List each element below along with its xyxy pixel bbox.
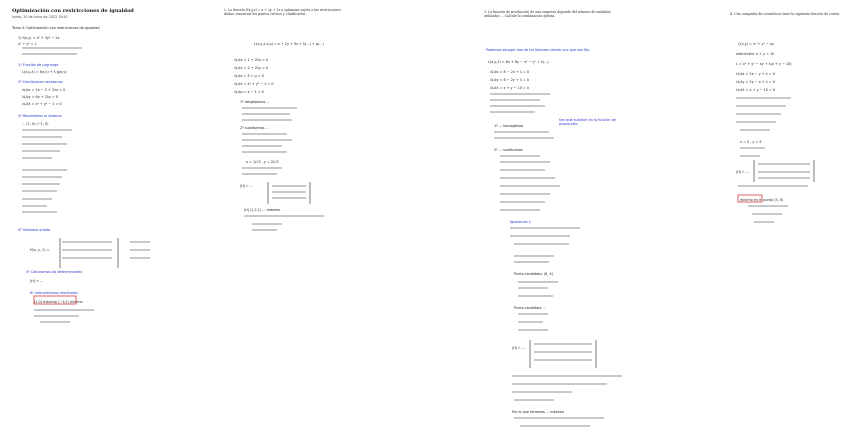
note-line: ∂L/∂x = 2x − y + λ = 0 (736, 72, 775, 76)
note-line: 4º Hessiana orlada (18, 228, 51, 232)
note-line: |H| = ... (736, 170, 750, 174)
note-line: ∂L/∂z = 3 + μ = 0 (234, 74, 264, 78)
note-line: L(x,y,λ) = 8x + 6y − x² − y² + λ(...) (488, 60, 549, 64)
note-line: 1) f(x,y) = x² + 3y² − 2x (18, 36, 60, 40)
page-4 (636, 0, 848, 431)
handwriting-scribbles (636, 0, 848, 431)
note-line: 3º Resolvemos el sistema (18, 114, 62, 118)
note-line: 1º despejamos ... (240, 100, 270, 104)
note-line: ∂L/∂λ = x² + y² − 1 = 0 (22, 102, 62, 106)
page-date: lunes, 20 de junio de 2022 18:01 (12, 15, 69, 19)
note-line: 6º Interpretamos resultados (30, 291, 78, 295)
note-line: L = x² + y² − xy + λ(x + y − 10) (736, 62, 792, 66)
problem-statement: 3. La función de producción de una empresa depende del número de unidades utilizadas ... Calcule la combinación óptima. (484, 10, 611, 19)
note-line: |H| = ... (30, 279, 44, 283)
page-2 (212, 0, 424, 431)
note-line: 1º ... homogénea (494, 124, 524, 128)
note-line: |H| = ... (512, 346, 526, 350)
handwriting-scribbles (0, 0, 212, 431)
note-line: ∂L/∂y = 6y + 2λy = 0 (22, 95, 59, 99)
note-line: ∂L/∂λ = x² + y² − 1 = 0 (234, 82, 274, 86)
note-line: (1,0) máximo (−1,0) mínimo (34, 300, 83, 304)
note-line: Punto candidato ... (514, 306, 546, 310)
note-line: x = 5 , y = 5 (740, 140, 762, 144)
note-line: ∂L/∂y = 2 + 2λy = 0 (234, 66, 269, 70)
note-line: ∂L/∂y = 6 − 2y + λ = 0 (490, 78, 530, 82)
note-line: ... (1, 0) (−1, 0) (22, 122, 49, 126)
note-line: |H| = ... (240, 184, 254, 188)
page-title: Optimización con restricciones de igualdad (12, 8, 134, 14)
note-line: restricción: x + y = 10 (736, 52, 775, 56)
note-line: C(x,y) = x² + y² − xy (738, 42, 774, 46)
note-line: mínimo en el punto (5, 5) (740, 198, 784, 202)
note-line: 5º Calculamos los determinantes (26, 270, 83, 274)
note-line: 2º ... sustituimos (494, 148, 523, 152)
note-line: x² + y² = 1 (18, 42, 37, 46)
note-line: L(x,y,z,λ,μ) = x + 2y + 3z + λ(...) + μ(...) (254, 42, 324, 46)
note-line: Igualamos λ (510, 220, 531, 224)
note-line: |H| (1,2,1) ... máximo (244, 208, 281, 212)
note-line: L(x,y,λ) = f(x,y) + λ g(x,y) (22, 70, 67, 74)
note-line: ∂L/∂x = 2x − 2 + 2λx = 0 (22, 88, 66, 92)
note-line: H(x, y, λ) = (30, 248, 50, 252)
note-line: ∂L/∂x = 8 − 2x + λ = 0 (490, 70, 530, 74)
note-line: Podemos escoger dos de los factores siendo uno que sea fijo (486, 48, 590, 52)
note-line: Punto candidato: (6, 4) (514, 272, 553, 276)
note-line: x = 1/√5 , y = 2/√5 (246, 160, 279, 164)
page-3 (424, 0, 636, 431)
note-line: 2º sustituimos ... (240, 126, 269, 130)
note-line: 1º Función de Lagrange (18, 63, 59, 67)
handwriting-scribbles (212, 0, 424, 431)
note-line: ∂L/∂y = 2y − x + λ = 0 (736, 80, 775, 84)
note-line: ∂L/∂λ = x + y − 10 = 0 (490, 86, 530, 90)
note-line: ∂L/∂x = 1 + 2λx = 0 (234, 58, 269, 62)
note-line: ∂L/∂λ = x + y − 10 = 0 (736, 88, 776, 92)
problem-statement: 4. Una compañía de cosméticos tiene la siguiente función de costes (730, 12, 840, 16)
handwriting-scribbles (424, 0, 636, 431)
note-line: ∂L/∂μ = z − 1 = 0 (234, 90, 264, 94)
note-line: Por lo que tenemos ... máximo (512, 410, 564, 414)
problem-statement: 2. La función f(x,y,z) = x + 2y + 3z a optimizar sujeta a las restricciones dadas; encontrar los puntos críticos y clasificarlos. (224, 8, 341, 17)
margin-note: hay que sustituir en la función de producción (559, 118, 616, 126)
page-1 (0, 0, 212, 431)
note-line: Tema 3: Optimización con restricciones de igualdad (12, 26, 100, 30)
note-line: 2º Condiciones necesarias (18, 80, 63, 84)
